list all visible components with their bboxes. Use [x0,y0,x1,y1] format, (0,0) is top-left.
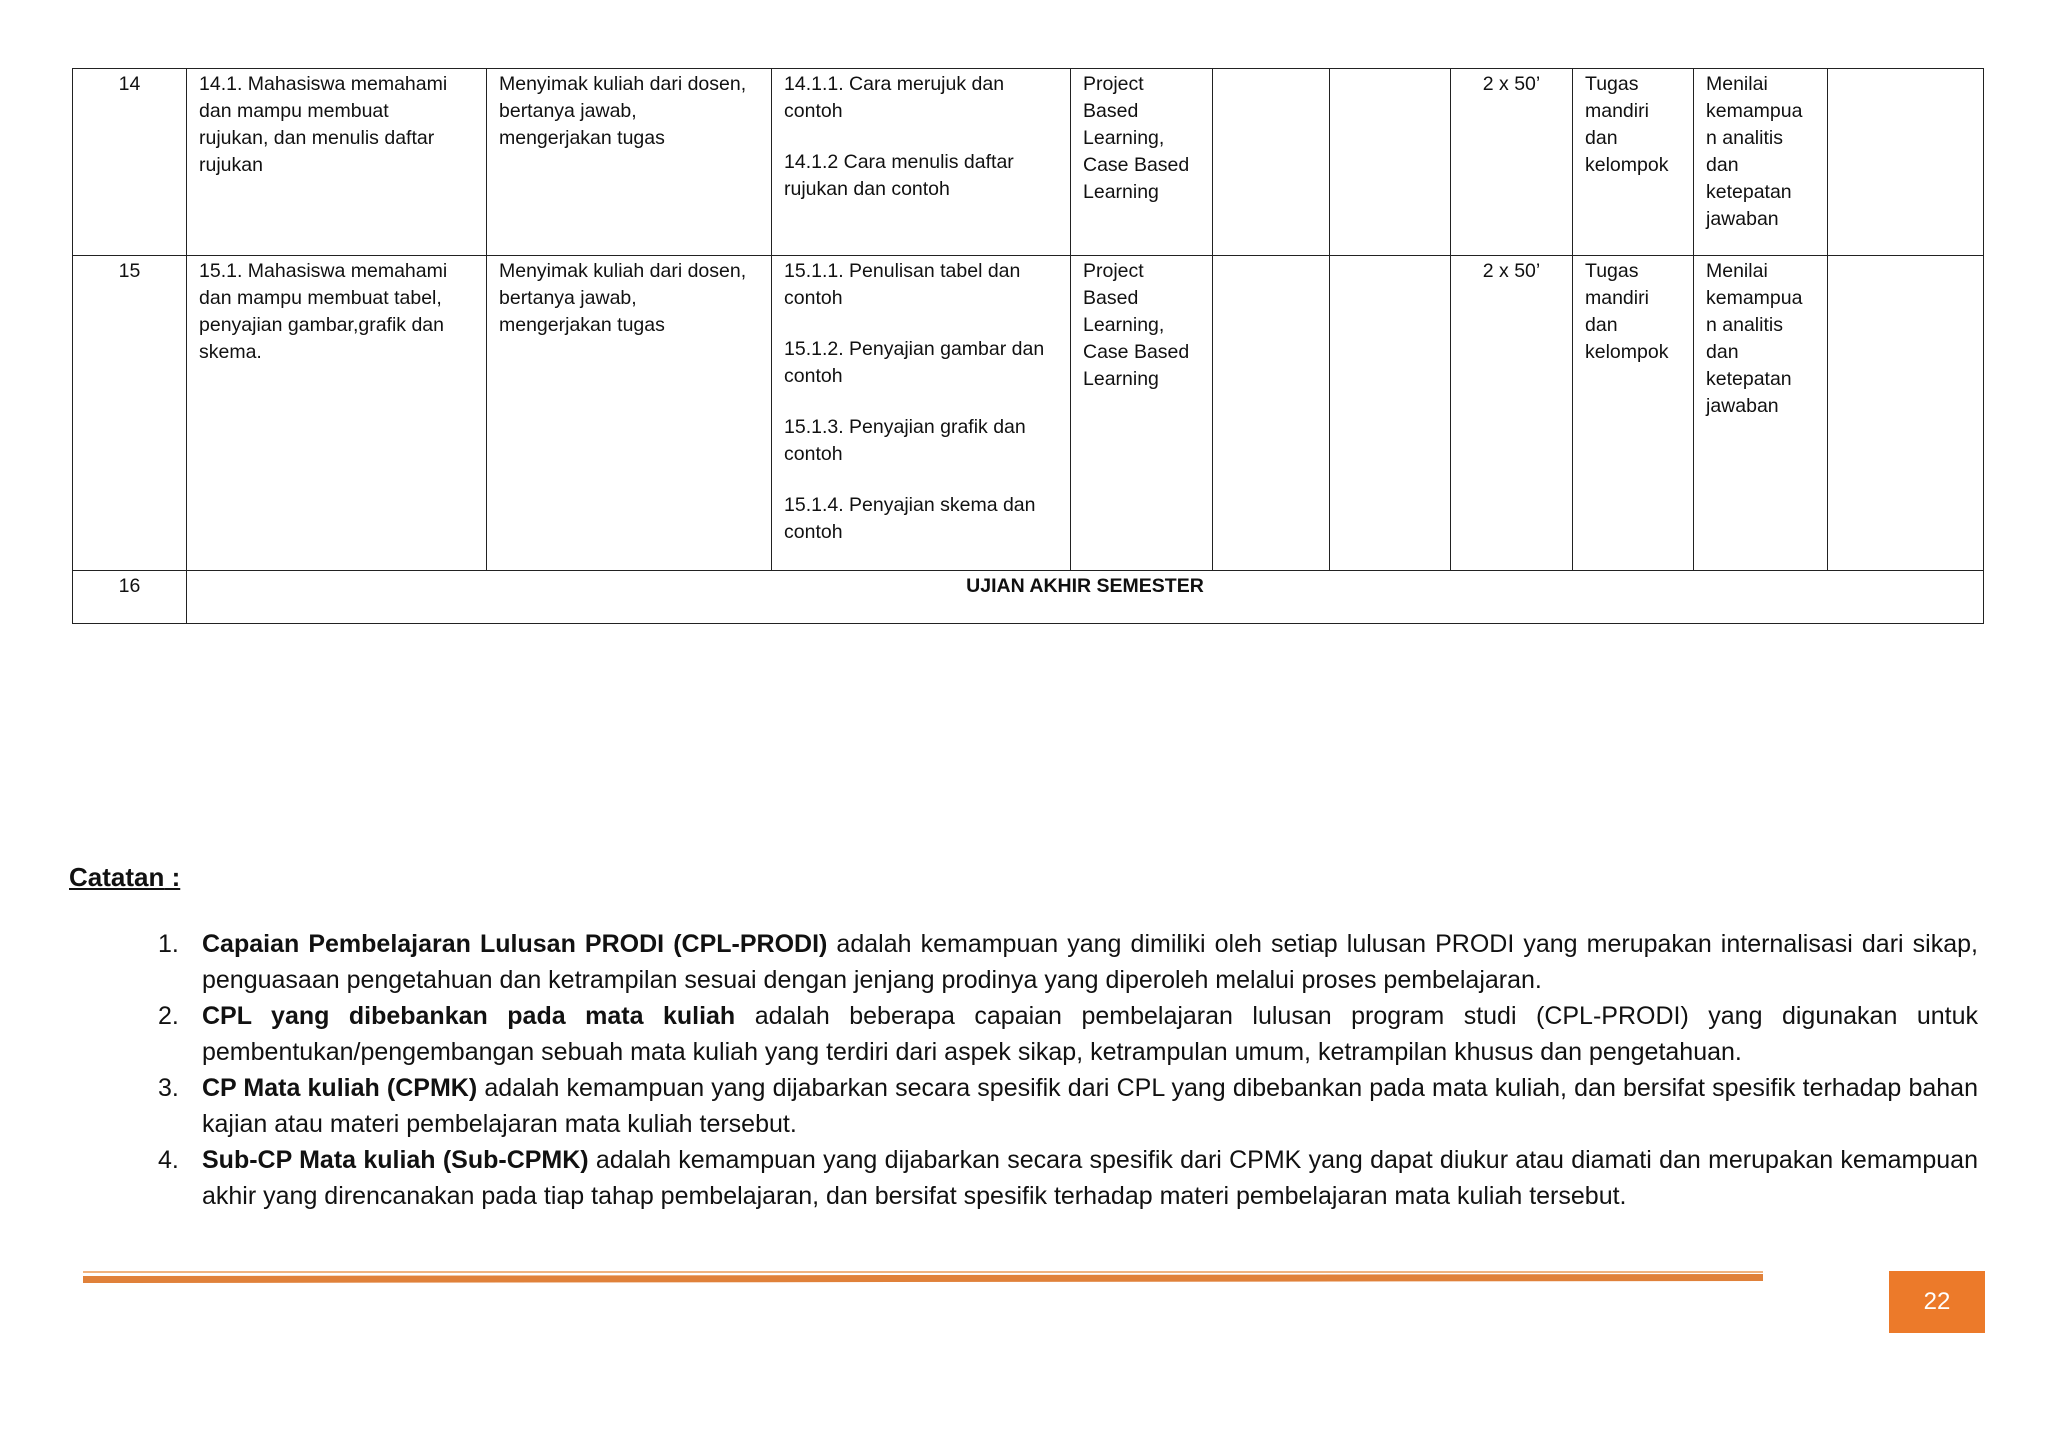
material-line: rujukan dan contoh [784,178,950,200]
material-line: contoh [784,443,843,465]
footer-divider [83,1274,1763,1283]
method-line: Case Based [1083,154,1190,176]
week-cell: 15 [73,256,187,571]
sub-cpmk-line: dan mampu membuat tabel, [199,287,442,309]
task-cell [1573,69,1694,256]
assessment-cell [1694,69,1828,256]
note-number: 4. [158,1146,179,1174]
method-line: Learning, [1083,314,1165,336]
list-item [158,1142,1978,1214]
activity-line: mengerjakan tugas [499,314,665,336]
assessment-line: n analitis [1706,314,1783,336]
activity-line: bertanya jawab, [499,100,637,122]
sub-cpmk-cell [187,69,487,256]
activity-line: bertanya jawab, [499,287,637,309]
method-cell [1071,69,1213,256]
sub-cpmk-line: dan mampu membuat [199,100,389,122]
assessment-line: kemampua [1706,100,1803,122]
material-line: contoh [784,100,843,122]
time-cell: 2 x 50’ [1451,256,1573,571]
note-text: adalah kemampuan yang dijabarkan secara spesifik dari CPL yang dibebankan pada mata kuliah, dan bersifat spesifik terhadap bahan kajian atau materi pembelajaran mata kuliah tersebut. [202,1074,1978,1138]
activity-cell [487,256,772,571]
list-item [158,998,1978,1070]
assessment-line: kemampua [1706,287,1803,309]
note-text: adalah kemampuan yang dimiliki oleh setiap lulusan PRODI yang merupakan internalisasi dari sikap, penguasaan pengetahuan dan ketrampilan sesuai dengan jenjang prodinya yang diperoleh melalui proses pembelajaran. [202,930,1978,994]
activity-cell [487,69,772,256]
empty-cell [1213,256,1330,571]
assessment-line: dan [1706,341,1739,363]
activity-line: mengerjakan tugas [499,127,665,149]
task-line: mandiri [1585,100,1649,122]
material-line: 14.1.1. Cara merujuk dan [784,73,1005,95]
list-item [158,1070,1978,1142]
activity-line: Menyimak kuliah dari dosen, [499,260,747,282]
assessment-line: Menilai [1706,73,1768,95]
assessment-line: ketepatan [1706,181,1792,203]
material-line: 15.1.3. Penyajian grafik dan [784,416,1026,438]
task-line: mandiri [1585,287,1649,309]
page-number: 22 [1923,1288,1951,1315]
material-line: 15.1.2. Penyajian gambar dan [784,338,1045,360]
footer-divider-highlight [83,1271,1763,1273]
method-line: Learning [1083,368,1159,390]
list-item [158,926,1978,998]
method-line: Project [1083,260,1144,282]
notes-title-colon: : [164,862,181,892]
material-line: 14.1.2 Cara menulis daftar [784,151,1014,173]
material-gap [784,312,1058,336]
method-line: Based [1083,100,1139,122]
task-line: Tugas [1585,73,1639,95]
sub-cpmk-line: 15.1. Mahasiswa memahami [199,260,448,282]
empty-cell [1828,256,1984,571]
sub-cpmk-line: rujukan [199,154,263,176]
page-number-badge [1889,1271,1985,1333]
empty-cell [1330,69,1451,256]
assessment-line: jawaban [1706,395,1779,417]
table-row [73,256,1984,571]
activity-line: Menyimak kuliah dari dosen, [499,73,747,95]
final-exam-label: UJIAN AKHIR SEMESTER [187,571,1984,624]
notes-title [69,862,180,893]
task-line: Tugas [1585,260,1639,282]
assessment-line: ketepatan [1706,368,1792,390]
note-term: CP Mata kuliah (CPMK) [202,1074,478,1102]
material-line: contoh [784,287,843,309]
notes-title-text: Catatan [69,862,165,892]
table-row [73,69,1984,256]
empty-cell [1828,69,1984,256]
table-row [73,571,1984,624]
method-line: Based [1083,287,1139,309]
method-line: Learning, [1083,127,1165,149]
note-number: 3. [158,1074,179,1102]
note-number: 2. [158,1002,179,1030]
time-cell: 2 x 50’ [1451,69,1573,256]
note-term: Sub-CP Mata kuliah (Sub-CPMK) [202,1146,589,1174]
sub-cpmk-line: 14.1. Mahasiswa memahami [199,73,448,95]
material-cell [772,256,1071,571]
task-line: dan [1585,314,1618,336]
empty-cell [1330,256,1451,571]
empty-cell [1213,69,1330,256]
method-cell [1071,256,1213,571]
note-number: 1. [158,930,179,958]
note-text: adalah kemampuan yang dijabarkan secara spesifik dari CPMK yang dapat diukur atau diamati dan merupakan kemampuan akhir yang direncanakan pada tiap tahap pembelajaran, dan bersifat spesifik terhadap materi pembelajaran mata kuliah tersebut. [202,1146,1978,1210]
assessment-cell [1694,256,1828,571]
material-line: contoh [784,365,843,387]
material-gap [784,468,1058,492]
method-line: Case Based [1083,341,1190,363]
material-line: 15.1.4. Penyajian skema dan [784,494,1036,516]
note-term: Capaian Pembelajaran Lulusan PRODI (CPL-PRODI) [202,930,828,958]
sub-cpmk-line: rujukan, dan menulis daftar [199,127,435,149]
week-cell: 14 [73,69,187,256]
task-line: kelompok [1585,154,1669,176]
assessment-line: n analitis [1706,127,1783,149]
note-text: adalah beberapa capaian pembelajaran lulusan program studi (CPL-PRODI) yang digunakan untuk pembentukan/pengembangan sebuah mata kuliah yang terdiri dari aspek sikap, ketrampulan umum, ketrampilan khusus dan pengetahuan. [202,1002,1978,1066]
method-line: Project [1083,73,1144,95]
sub-cpmk-line: penyajian gambar,grafik dan [199,314,444,336]
material-line: contoh [784,521,843,543]
material-cell [772,69,1071,256]
assessment-line: dan [1706,154,1739,176]
assessment-line: jawaban [1706,208,1779,230]
sub-cpmk-line: skema. [199,341,262,363]
rps-weekly-table [72,68,1984,624]
task-line: dan [1585,127,1618,149]
material-gap [784,125,1058,149]
material-gap [784,390,1058,414]
note-term: CPL yang dibebankan pada mata kuliah [202,1002,736,1030]
task-cell [1573,256,1694,571]
material-line: 15.1.1. Penulisan tabel dan [784,260,1021,282]
task-line: kelompok [1585,341,1669,363]
week-cell: 16 [73,571,187,624]
assessment-line: Menilai [1706,260,1768,282]
sub-cpmk-cell [187,256,487,571]
method-line: Learning [1083,181,1159,203]
notes-list [158,926,1978,1214]
